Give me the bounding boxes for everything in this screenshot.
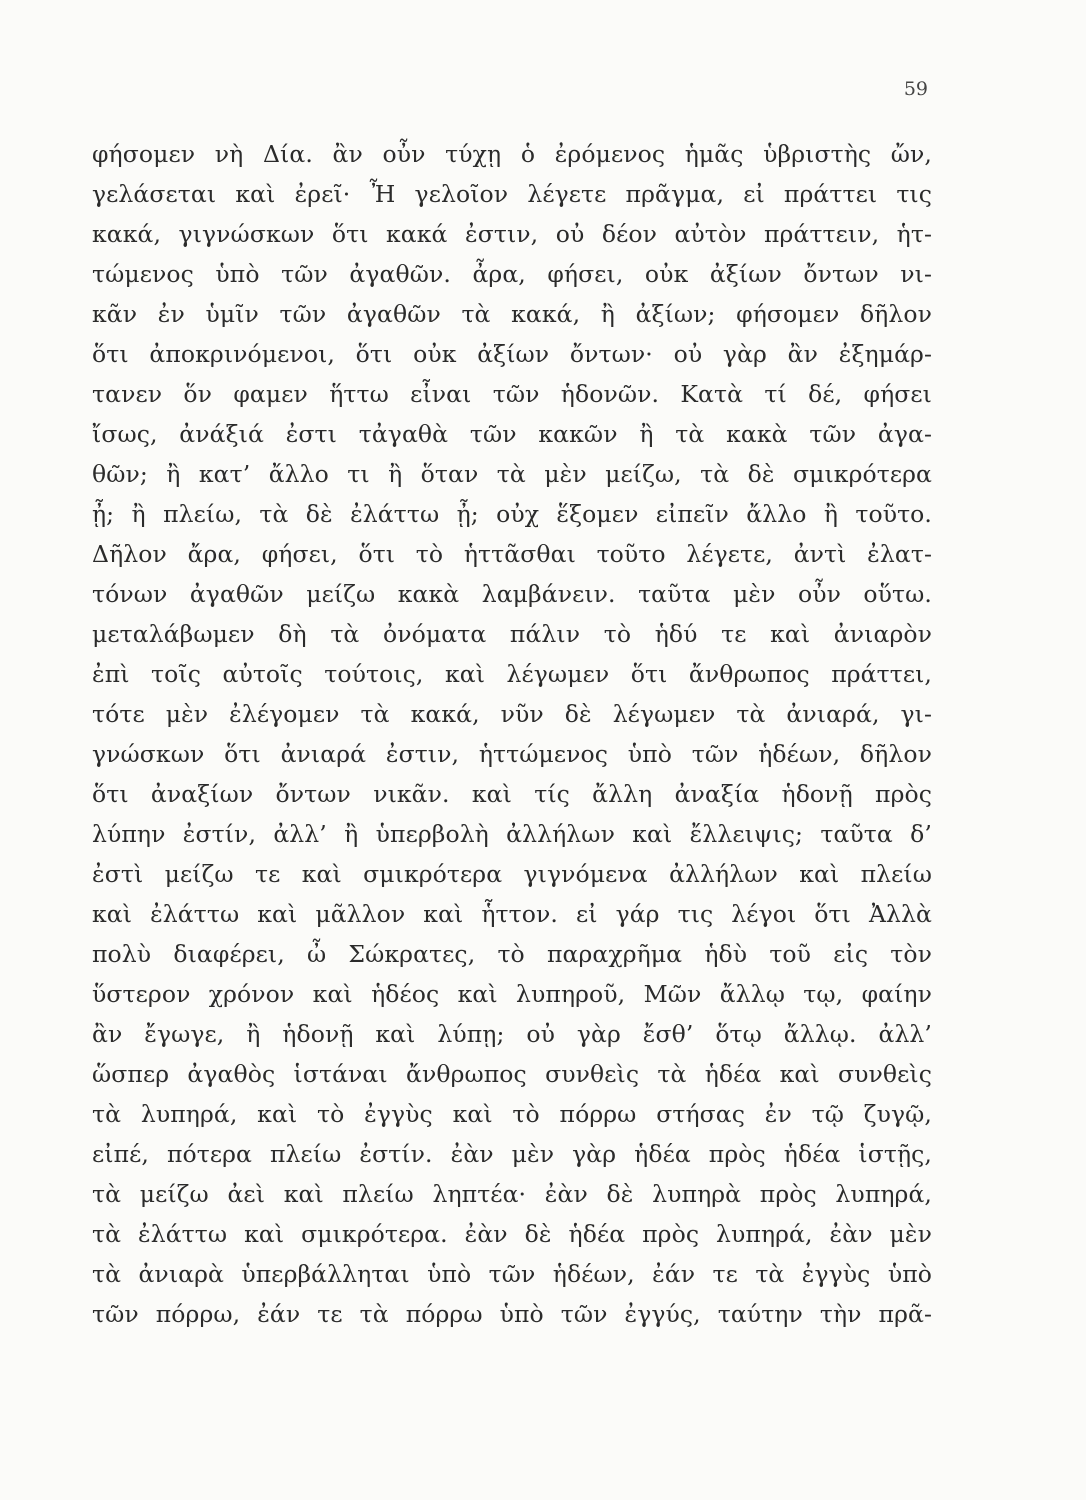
text-line: τὰ ἐλάττω καὶ σμικρότερα. ἐὰν δὲ ἡδέα πρὸς λυπηρά, ἐὰν μὲν	[92, 1220, 932, 1248]
text-line: πολὺ διαφέρει, ὦ Σώκρατες, τὸ παραχρῆμα ἡδὺ τοῦ εἰς τὸν	[92, 940, 932, 968]
text-line: τῶν πόρρω, ἐάν τε τὰ πόρρω ὑπὸ τῶν ἐγγύς, ταύτην τὴν πρᾶ-	[92, 1300, 932, 1328]
text-line: ὅτι ἀποκρινόμενοι, ὅτι οὐκ ἀξίων ὄντων· οὐ γὰρ ἂν ἐξημάρ-	[92, 340, 932, 368]
text-line: τανεν ὅν φαμεν ἥττω εἶναι τῶν ἡδονῶν. Κατὰ τί δέ, φήσει	[92, 380, 932, 408]
text-line: τὰ μείζω ἀεὶ καὶ πλείω ληπτέα· ἐὰν δὲ λυπηρὰ πρὸς λυπηρά,	[92, 1180, 932, 1208]
text-line: εἰπέ, πότερα πλείω ἐστίν. ἐὰν μὲν γὰρ ἡδέα πρὸς ἡδέα ἱστῇς,	[92, 1140, 932, 1168]
text-line: ἴσως, ἀνάξιά ἐστι τἀγαθὰ τῶν κακῶν ἢ τὰ κακὰ τῶν ἀγα-	[92, 420, 932, 448]
body-text	[92, 134, 932, 1334]
text-line: ἐστὶ μείζω τε καὶ σμικρότερα γιγνόμενα ἀλλήλων καὶ πλείω	[92, 860, 932, 888]
text-line: ἂν ἔγωγε, ἢ ἡδονῇ καὶ λύπῃ; οὐ γὰρ ἔσθ’ ὅτῳ ἄλλῳ. ἀλλ’	[92, 1020, 932, 1048]
text-line: κακά, γιγνώσκων ὅτι κακά ἐστιν, οὐ δέον αὐτὸν πράττειν, ἡτ-	[92, 220, 932, 248]
text-line: καὶ ἐλάττω καὶ μᾶλλον καὶ ἧττον. εἰ γάρ τις λέγοι ὅτι Ἀλλὰ	[92, 900, 932, 928]
text-line: λύπην ἐστίν, ἀλλ’ ἢ ὑπερβολὴ ἀλλήλων καὶ ἔλλειψις; ταῦτα δ’	[92, 820, 932, 848]
text-line: ἐπὶ τοῖς αὐτοῖς τούτοις, καὶ λέγωμεν ὅτι ἄνθρωπος πράττει,	[92, 660, 932, 688]
text-line: γελάσεται καὶ ἐρεῖ· Ἦ γελοῖον λέγετε πρᾶγμα, εἰ πράττει τις	[92, 180, 932, 208]
text-line: ὅτι ἀναξίων ὄντων νικᾶν. καὶ τίς ἄλλη ἀναξία ἡδονῇ πρὸς	[92, 780, 932, 808]
text-line: τώμενος ὑπὸ τῶν ἀγαθῶν. ἆρα, φήσει, οὐκ ἀξίων ὄντων νι-	[92, 260, 932, 288]
text-line: τὰ ἀνιαρὰ ὑπερβάλληται ὑπὸ τῶν ἡδέων, ἐάν τε τὰ ἐγγὺς ὑπὸ	[92, 1260, 932, 1288]
page-number: 59	[903, 78, 928, 100]
text-line: θῶν; ἢ κατ’ ἄλλο τι ἢ ὅταν τὰ μὲν μείζω, τὰ δὲ σμικρότερα	[92, 460, 932, 488]
text-line: φήσομεν νὴ Δία. ἂν οὖν τύχῃ ὁ ἐρόμενος ἡμᾶς ὑβριστὴς ὤν,	[92, 140, 932, 168]
text-line: τότε μὲν ἐλέγομεν τὰ κακά, νῦν δὲ λέγωμεν τὰ ἀνιαρά, γι-	[92, 700, 932, 728]
text-line: τόνων ἀγαθῶν μείζω κακὰ λαμβάνειν. ταῦτα μὲν οὖν οὕτω.	[92, 580, 932, 608]
text-line: ᾖ; ἢ πλείω, τὰ δὲ ἐλάττω ᾖ; οὐχ ἕξομεν εἰπεῖν ἄλλο ἢ τοῦτο.	[92, 500, 932, 528]
text-line: Δῆλον ἄρα, φήσει, ὅτι τὸ ἡττᾶσθαι τοῦτο λέγετε, ἀντὶ ἐλατ-	[92, 540, 932, 568]
text-line: γνώσκων ὅτι ἀνιαρά ἐστιν, ἡττώμενος ὑπὸ τῶν ἡδέων, δῆλον	[92, 740, 932, 768]
text-line: τὰ λυπηρά, καὶ τὸ ἐγγὺς καὶ τὸ πόρρω στήσας ἐν τῷ ζυγῷ,	[92, 1100, 932, 1128]
text-line: ὕστερον χρόνον καὶ ἡδέος καὶ λυπηροῦ, Μῶν ἄλλῳ τῳ, φαίην	[92, 980, 932, 1008]
text-line: μεταλάβωμεν δὴ τὰ ὀνόματα πάλιν τὸ ἡδύ τε καὶ ἀνιαρὸν	[92, 620, 932, 648]
text-line: κᾶν ἐν ὑμῖν τῶν ἀγαθῶν τὰ κακά, ἢ ἀξίων; φήσομεν δῆλον	[92, 300, 932, 328]
text-line: ὥσπερ ἀγαθὸς ἱστάναι ἄνθρωπος συνθεὶς τὰ ἡδέα καὶ συνθεὶς	[92, 1060, 932, 1088]
